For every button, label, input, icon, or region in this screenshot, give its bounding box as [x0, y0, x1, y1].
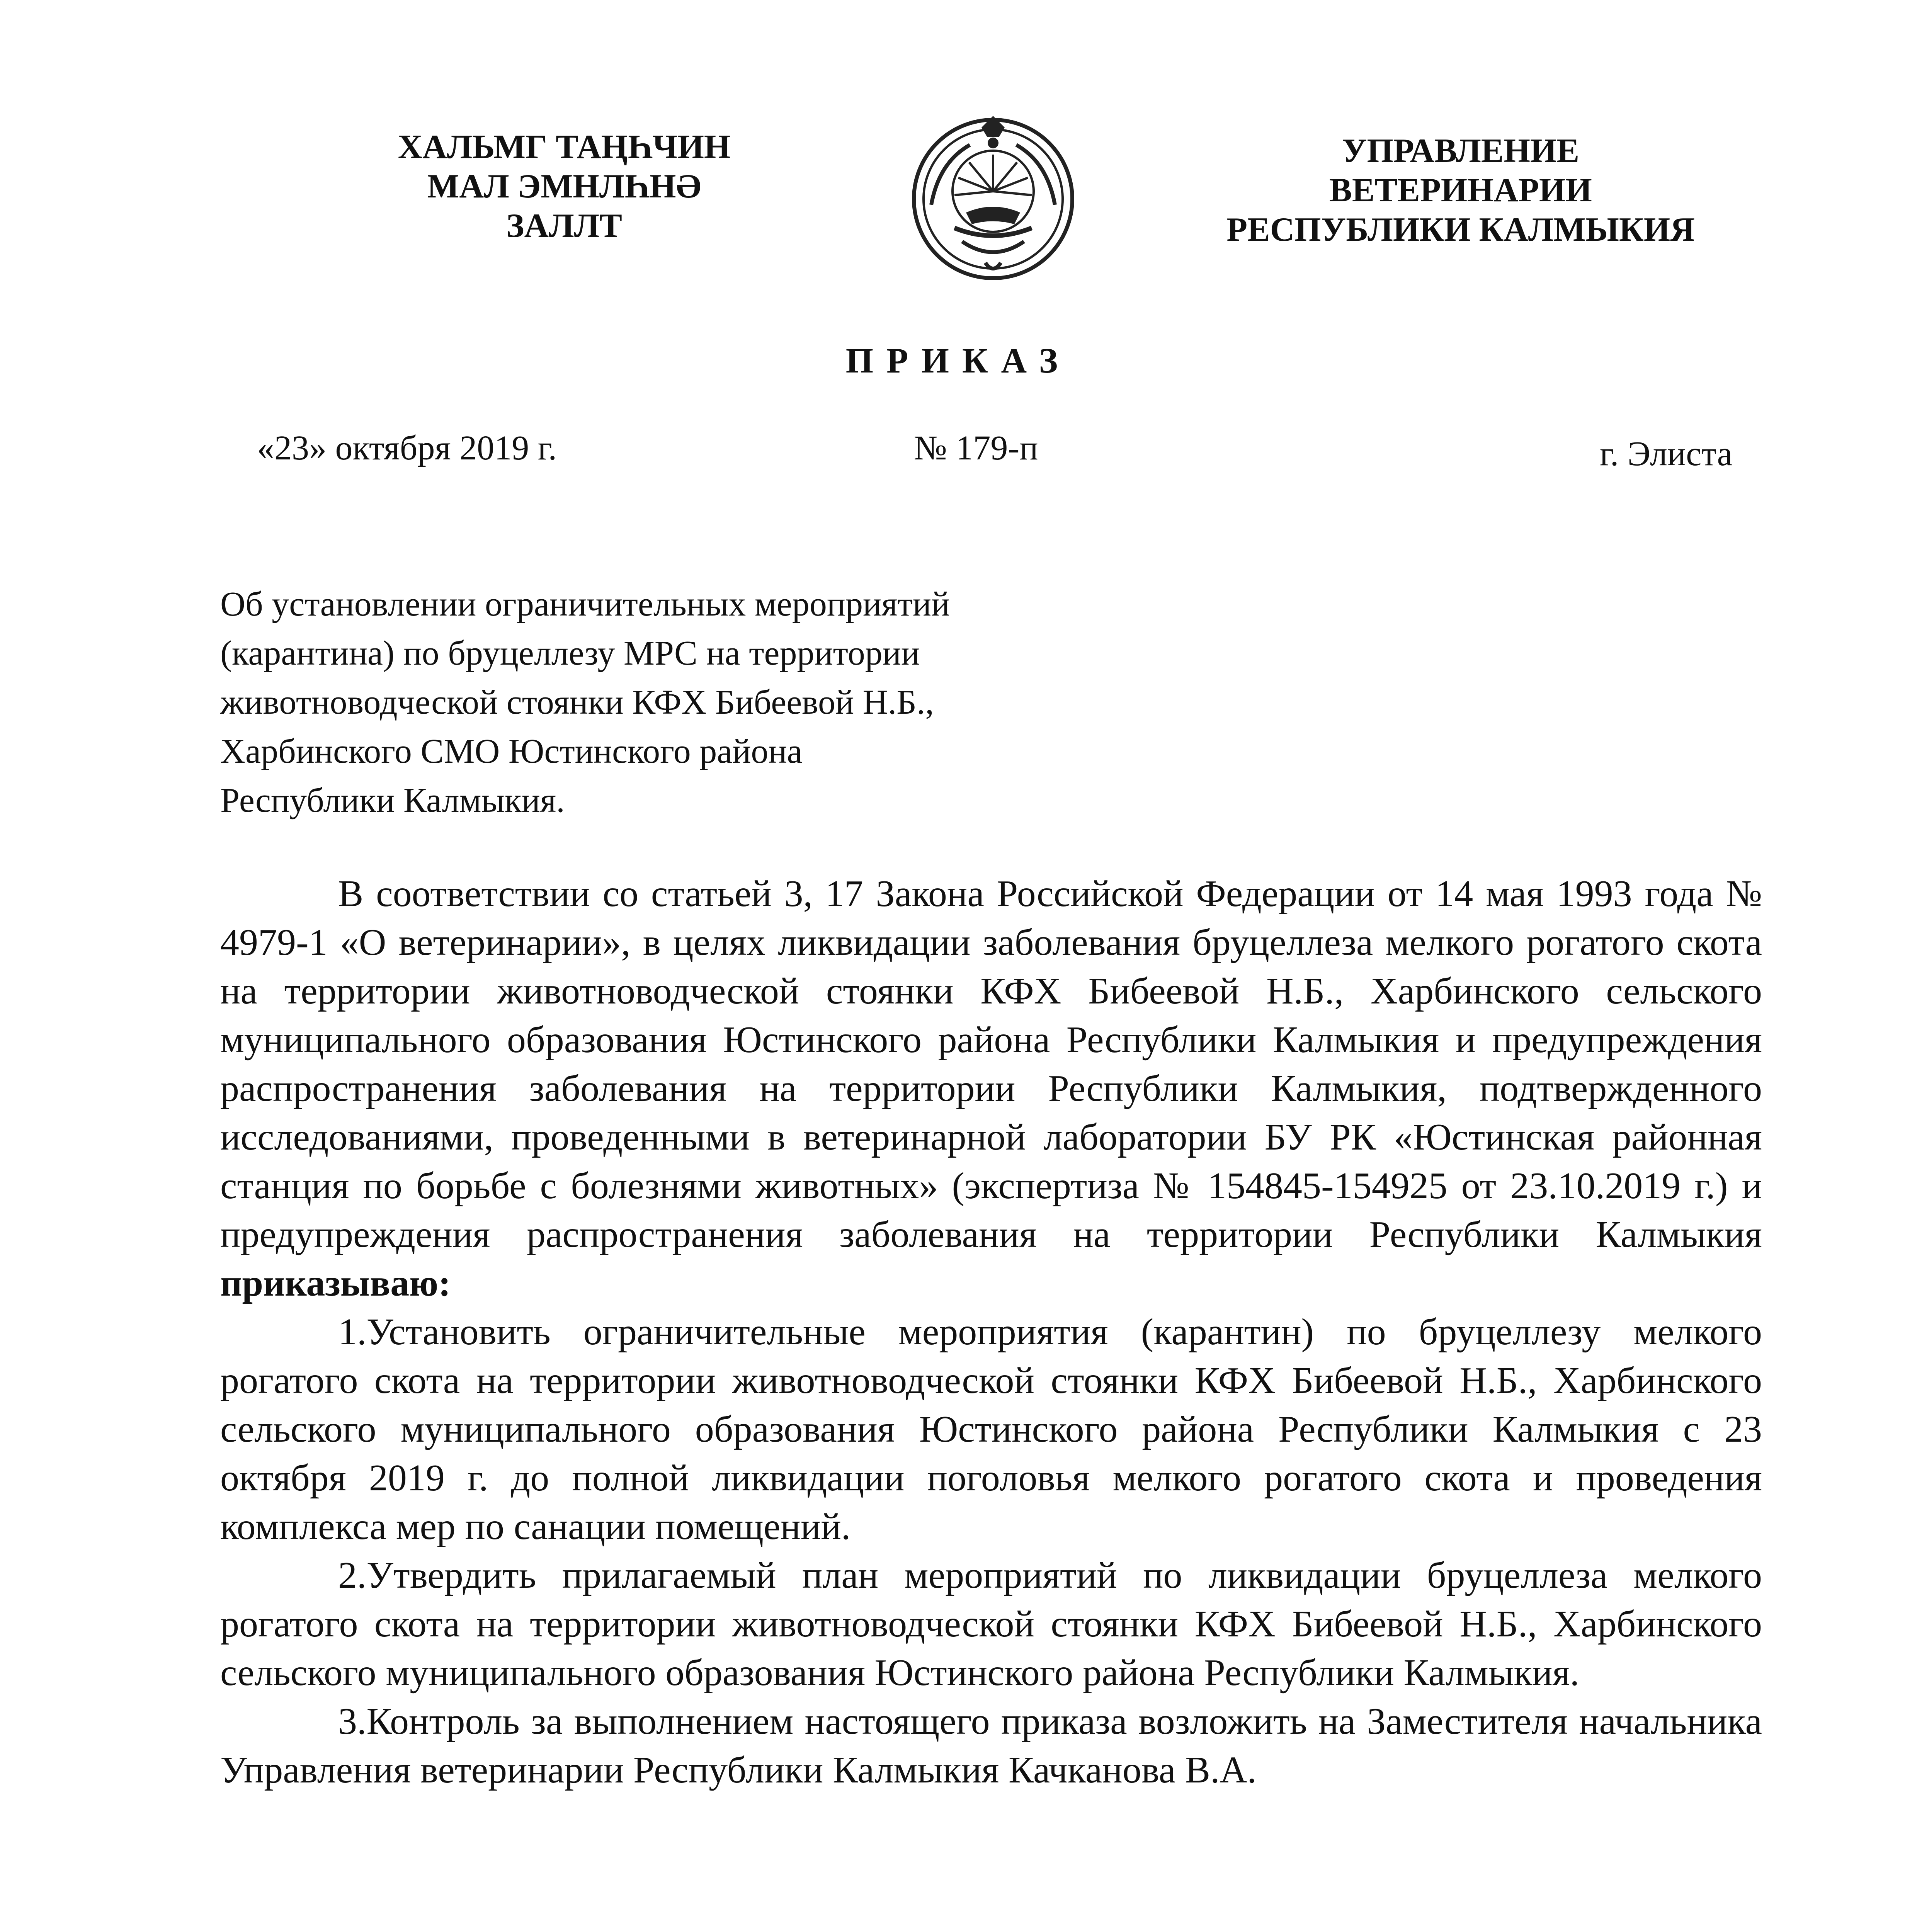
header-right-line: ВЕТЕРИНАРИИ — [1329, 172, 1592, 209]
kalmykia-coat-of-arms-icon — [904, 108, 1082, 286]
document-city: г. Элиста — [1600, 435, 1733, 473]
header-left-kalmyk — [298, 128, 831, 246]
header-left-line: ЗАЛЛТ — [506, 207, 622, 245]
header-right-line: РЕСПУБЛИКИ КАЛМЫКИЯ — [1226, 211, 1695, 248]
header-right-line: УПРАВЛЕНИЕ — [1342, 132, 1580, 170]
preamble-text: В соответствии со статьей 3, 17 Закона Российской Федерации от 14 мая 1993 года № 4979-1 «О ветеринарии», в целях ликвидации заболевания бруцеллеза мелкого рогатого скота на территории животноводческой стоянки КФХ Бибеевой Н.Б., Харбинского сельского муниципального образования Юстинского района Республики Калмыкия и предупреждения распространения заболевания на территории Республики Калмыкия, подтвержденного исследованиями, проведенными в ветеринарной лаборатории БУ РК «Юстинская районная станция по борьбе с болезнями животных» (экспертиза № 154845-154925 от 23.10.2019 г.) и предупреждения распространения заболевания на территории Республики Калмыкия — [220, 873, 1762, 1255]
subject-line: животноводческой стоянки КФХ Бибеевой Н.Б., — [220, 683, 934, 721]
document-body — [220, 869, 1762, 1794]
order-item-3: 3.Контроль за выполнением настоящего приказа возложить на Заместителя начальника Управления ветеринарии Республики Калмыкия Качканова В.А. — [220, 1701, 1762, 1791]
subject-line: Харбинского СМО Юстинского района — [220, 732, 803, 770]
subject-line: (карантина) по бруцеллезу МРС на территории — [220, 634, 920, 672]
order-item-2: 2.Утвердить прилагаемый план мероприятий по ликвидации бруцеллеза мелкого рогатого скота на территории животноводческой стоянки КФХ Бибеевой Н.Б., Харбинского сельского муниципального образования Юстинского района Республики Калмыкия. — [220, 1554, 1762, 1694]
subject-line: Об установлении ограничительных мероприятий — [220, 585, 950, 623]
order-word: приказываю: — [220, 1262, 451, 1304]
header-left-line: МАЛ ЭМНЛҺНӘ — [427, 168, 701, 205]
document-date: «23» октября 2019 г. — [257, 429, 557, 467]
document-subject — [220, 580, 1225, 825]
header-right-russian — [1144, 131, 1778, 250]
subject-line: Республики Калмыкия. — [220, 781, 565, 820]
header-left-line: ХАЛЬМГ ТАҢҺЧИН — [398, 128, 731, 166]
document-number: № 179-п — [914, 429, 1038, 467]
preamble-paragraph — [220, 869, 1762, 1308]
document-title: ПРИКАЗ — [845, 341, 1071, 380]
order-item-1: 1.Установить ограничительные мероприятия (карантин) по бруцеллезу мелкого рогатого скота на территории животноводческой стоянки КФХ Бибеевой Н.Б., Харбинского сельского муниципального образования Юстинского района Республики Калмыкия с 23 октября 2019 г. до полной ликвидации поголовья мелкого рогатого скота и проведения комплекса мер по санации помещений. — [220, 1311, 1762, 1548]
